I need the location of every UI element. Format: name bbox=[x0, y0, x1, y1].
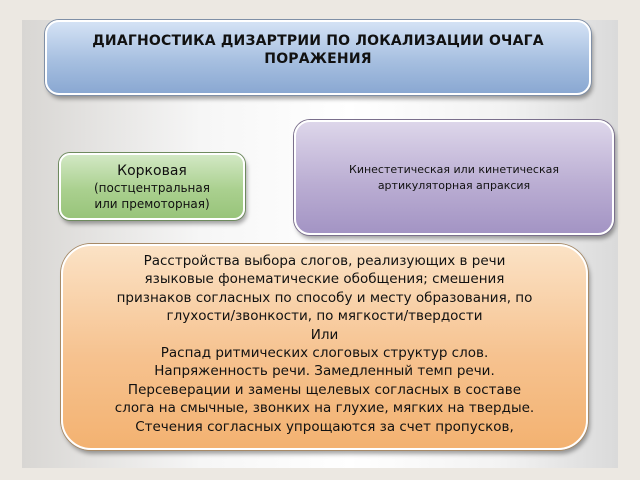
apraxia-box bbox=[294, 120, 614, 235]
cortical-sub-line-1: (постцентральная bbox=[94, 180, 210, 195]
cortical-sub-line-2: или премоторная) bbox=[94, 196, 210, 211]
disorder-box bbox=[61, 244, 588, 450]
disorder-line-10: Стечения согласных упрощаются за счет пропусков, bbox=[135, 418, 514, 435]
cortical-box bbox=[59, 153, 245, 220]
disorder-line-9: слога на смычные, звонких на глухие, мягких на твердые. bbox=[114, 400, 535, 417]
disorder-line-3: признаков согласных по способу и месту образования, по bbox=[116, 289, 533, 306]
disorder-line-7: Напряженность речи. Замедленный темп речи. bbox=[154, 363, 495, 380]
disorder-line-8: Персеверации и замены щелевых согласных в составе bbox=[127, 381, 522, 398]
disorder-line-6: Распад ритмических слоговых структур слов. bbox=[160, 345, 489, 362]
title-line-2: ПОРАЖЕНИЯ bbox=[264, 51, 372, 67]
apraxia-line-2: артикуляторная апраксия bbox=[377, 178, 531, 192]
disorder-line-1: Расстройства выбора слогов, реализующих в речи bbox=[143, 253, 506, 269]
disorder-line-4: глухости/звонкости, по мягкости/твердости bbox=[166, 308, 483, 325]
disorder-line-5: Или bbox=[310, 326, 339, 343]
title-line-1: ДИАГНОСТИКА ДИЗАРТРИИ ПО ЛОКАЛИЗАЦИИ ОЧАГА bbox=[92, 33, 544, 49]
apraxia-line-1: Кинестетическая или кинетическая bbox=[349, 162, 559, 176]
title-box bbox=[45, 20, 591, 95]
cortical-name: Корковая bbox=[117, 162, 187, 179]
disorder-line-2: языковые фонематические обобщения; смешения bbox=[144, 271, 505, 288]
